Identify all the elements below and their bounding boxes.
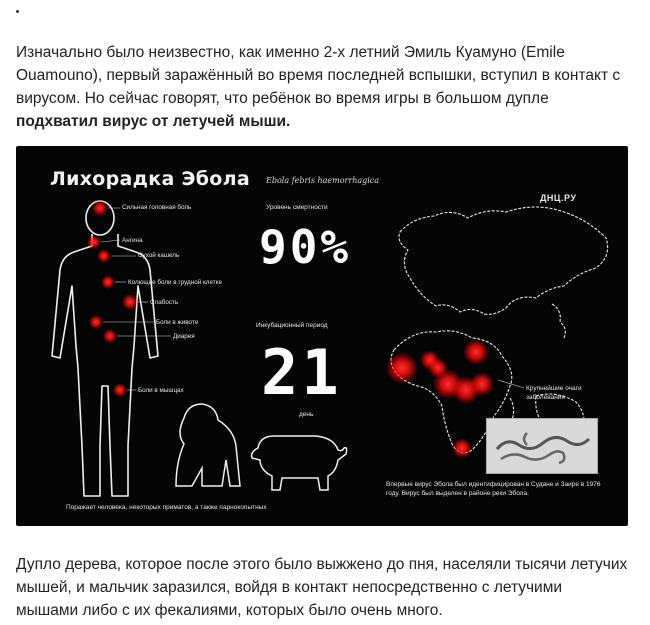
- mortality-label: Уровень смертности: [266, 204, 328, 211]
- hotspots-caption: Крупнейшие очаги заболевания: [526, 385, 582, 401]
- incubation-value: 21: [261, 336, 342, 409]
- closing-paragraph: Дупло дерева, которое после этого было выжжено до пня, населяли тысячи летучих мышей, и мальчик заразился, войдя в контакт непосредственно с летучими мышами либо с их фекалиями, которых было очень много.: [16, 556, 628, 619]
- intro-bold-text: подхватил вирус от летучей мыши.: [16, 113, 291, 130]
- ebola-infographic: [16, 146, 628, 526]
- gorilla-silhouette: [176, 404, 240, 486]
- poster-title: Лихорадка Эбола: [50, 168, 251, 190]
- intro-paragraph: [16, 41, 628, 133]
- symptom-label: Боли в животе: [156, 319, 199, 326]
- outbreak-hotspots: [386, 339, 494, 458]
- world-map: [391, 207, 608, 453]
- symptom-label: Слабость: [150, 299, 179, 306]
- incubation-unit: день: [299, 411, 314, 418]
- symptom-label: Сильная головная боль: [122, 204, 192, 211]
- pig-silhouette: [252, 436, 347, 490]
- symptom-label: Боли в мышцах: [138, 387, 184, 394]
- mortality-value: 90%: [259, 220, 352, 274]
- virus-micrograph: [486, 418, 598, 474]
- symptom-label: Диарея: [173, 333, 195, 340]
- latin-name: Ebola febris haemorrhagica: [266, 176, 380, 185]
- first-detected-caption: Впервые вирус Эбола был идентифицирован в Судане и Заире в 1976 году. Вирус был выделен в районе реки Эбола.: [386, 481, 601, 497]
- symptom-label: Ангина: [122, 237, 143, 244]
- top-mark: [16, 10, 19, 13]
- symptom-label: Колющие боли в грудной клетке: [128, 279, 222, 286]
- brand-logo: ДНЦ.РУ: [540, 193, 577, 203]
- symptom-markers: [87, 200, 138, 397]
- symptom-label: Сухой кашель: [138, 252, 180, 259]
- hosts-caption: Поражает человека, некоторых приматов, а также парнокопытных: [66, 504, 267, 511]
- virus-filament-icon: [487, 419, 599, 475]
- top-bar: [0, 0, 650, 24]
- incubation-label: Инкубационный период: [256, 322, 328, 329]
- human-silhouette: [52, 201, 158, 496]
- intro-text: Изначально было неизвестно, как именно 2-х летний Эмиль Куамуно (Emile Ouamouno), первый заражённый во время последней вспышки, вступил в контакт с вирусом. Но сейчас говорят, что ребёнок во время игры в большом дупле: [16, 44, 621, 107]
